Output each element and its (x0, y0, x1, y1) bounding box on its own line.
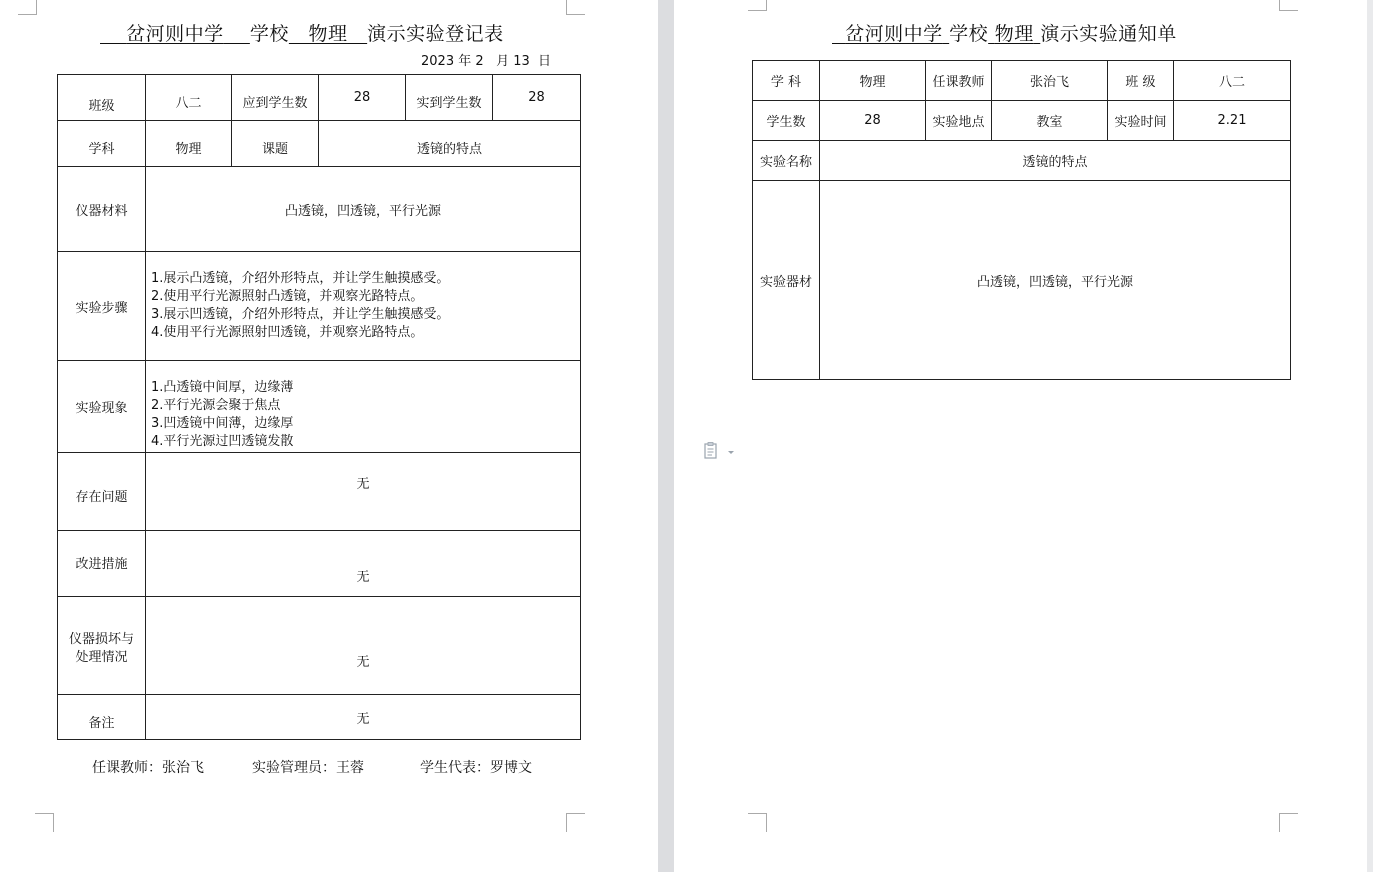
class-label: 班 级 (1108, 61, 1174, 101)
equipment-label: 实验器材 (753, 181, 820, 380)
teacher-value: 张治飞 (992, 61, 1108, 101)
damage-label (58, 597, 146, 695)
phenomenon-item: 2.平行光源会聚于焦点 (151, 398, 281, 413)
notes-value: 无 (146, 695, 581, 740)
step-item: 1.展示凸透镜，介绍外形特点，并让学生触摸感受。 (151, 271, 450, 286)
problems-value: 无 (146, 453, 581, 531)
register-table (57, 74, 581, 740)
class-value: 八二 (1174, 61, 1291, 101)
name-label: 实验名称 (753, 141, 820, 181)
crop-mark (566, 813, 585, 832)
expected-value: 28 (319, 75, 406, 121)
phenomenon-item: 3.凹透镜中间薄，边缘厚 (151, 416, 294, 431)
page-left (0, 0, 658, 872)
crop-mark (748, 0, 767, 11)
crop-mark (1279, 813, 1298, 832)
page-right (674, 0, 1367, 872)
crop-mark (748, 813, 767, 832)
notes-label: 备注 (58, 695, 146, 740)
actual-value: 28 (493, 75, 581, 121)
expected-label: 应到学生数 (232, 75, 319, 121)
actual-label: 实到学生数 (406, 75, 493, 121)
problems-label: 存在问题 (58, 453, 146, 531)
teacher-label: 任课教师 (926, 61, 992, 101)
class-value: 八二 (146, 75, 232, 121)
improve-label: 改进措施 (58, 531, 146, 597)
step-item: 4.使用平行光源照射凹透镜，并观察光路特点。 (151, 325, 424, 340)
phenomenon-item: 1.凸透镜中间厚，边缘薄 (151, 380, 294, 395)
register-title: 岔河则中学 学校 物理 演示实验登记表 (126, 23, 504, 45)
equipment-value: 凸透镜，凹透镜，平行光源 (820, 181, 1291, 380)
step-item: 2.使用平行光源照射凸透镜，并观察光路特点。 (151, 289, 424, 304)
crop-mark (35, 813, 54, 832)
crop-mark (566, 0, 585, 15)
time-label: 实验时间 (1108, 101, 1174, 141)
steps-list (146, 252, 581, 361)
phenomena-list (146, 361, 581, 453)
steps-label: 实验步骤 (58, 252, 146, 361)
topic-label: 课题 (232, 121, 319, 167)
damage-value: 无 (146, 597, 581, 695)
crop-mark (1279, 0, 1298, 11)
step-item: 3.展示凹透镜，介绍外形特点，并让学生触摸感受。 (151, 307, 450, 322)
footer-admin: 实验管理员：王蓉 (252, 760, 364, 776)
paste-options-icon[interactable] (703, 442, 739, 462)
improve-value: 无 (146, 531, 581, 597)
vertical-scrollbar[interactable] (1367, 0, 1373, 872)
place-value: 教室 (992, 101, 1108, 141)
students-value: 28 (820, 101, 926, 141)
class-label: 班级 (58, 75, 146, 121)
register-date: 2023 年 2 月 13 日 (421, 54, 552, 69)
subject-label: 学科 (58, 121, 146, 167)
time-value: 2.21 (1174, 101, 1291, 141)
subject-label: 学 科 (753, 61, 820, 101)
footer-student: 学生代表：罗博文 (420, 760, 532, 776)
topic-value: 透镜的特点 (319, 121, 581, 167)
materials-value: 凸透镜，凹透镜，平行光源 (146, 167, 581, 252)
place-label: 实验地点 (926, 101, 992, 141)
notice-table (752, 60, 1291, 380)
notice-title: 岔河则中学 学校 物理 演示实验通知单 (845, 23, 1177, 45)
subject-value: 物理 (146, 121, 232, 167)
students-label: 学生数 (753, 101, 820, 141)
damage-label-line: 仪器损坏与 (68, 631, 134, 647)
damage-label-line: 处理情况 (75, 649, 128, 665)
phenomena-label: 实验现象 (58, 361, 146, 453)
materials-label: 仪器材料 (58, 167, 146, 252)
footer-teacher: 任课教师：张治飞 (92, 760, 204, 776)
crop-mark (18, 0, 37, 15)
name-value: 透镜的特点 (820, 141, 1291, 181)
phenomenon-item: 4.平行光源过凹透镜发散 (151, 434, 294, 449)
subject-value: 物理 (820, 61, 926, 101)
paste-options-icon (703, 442, 739, 462)
